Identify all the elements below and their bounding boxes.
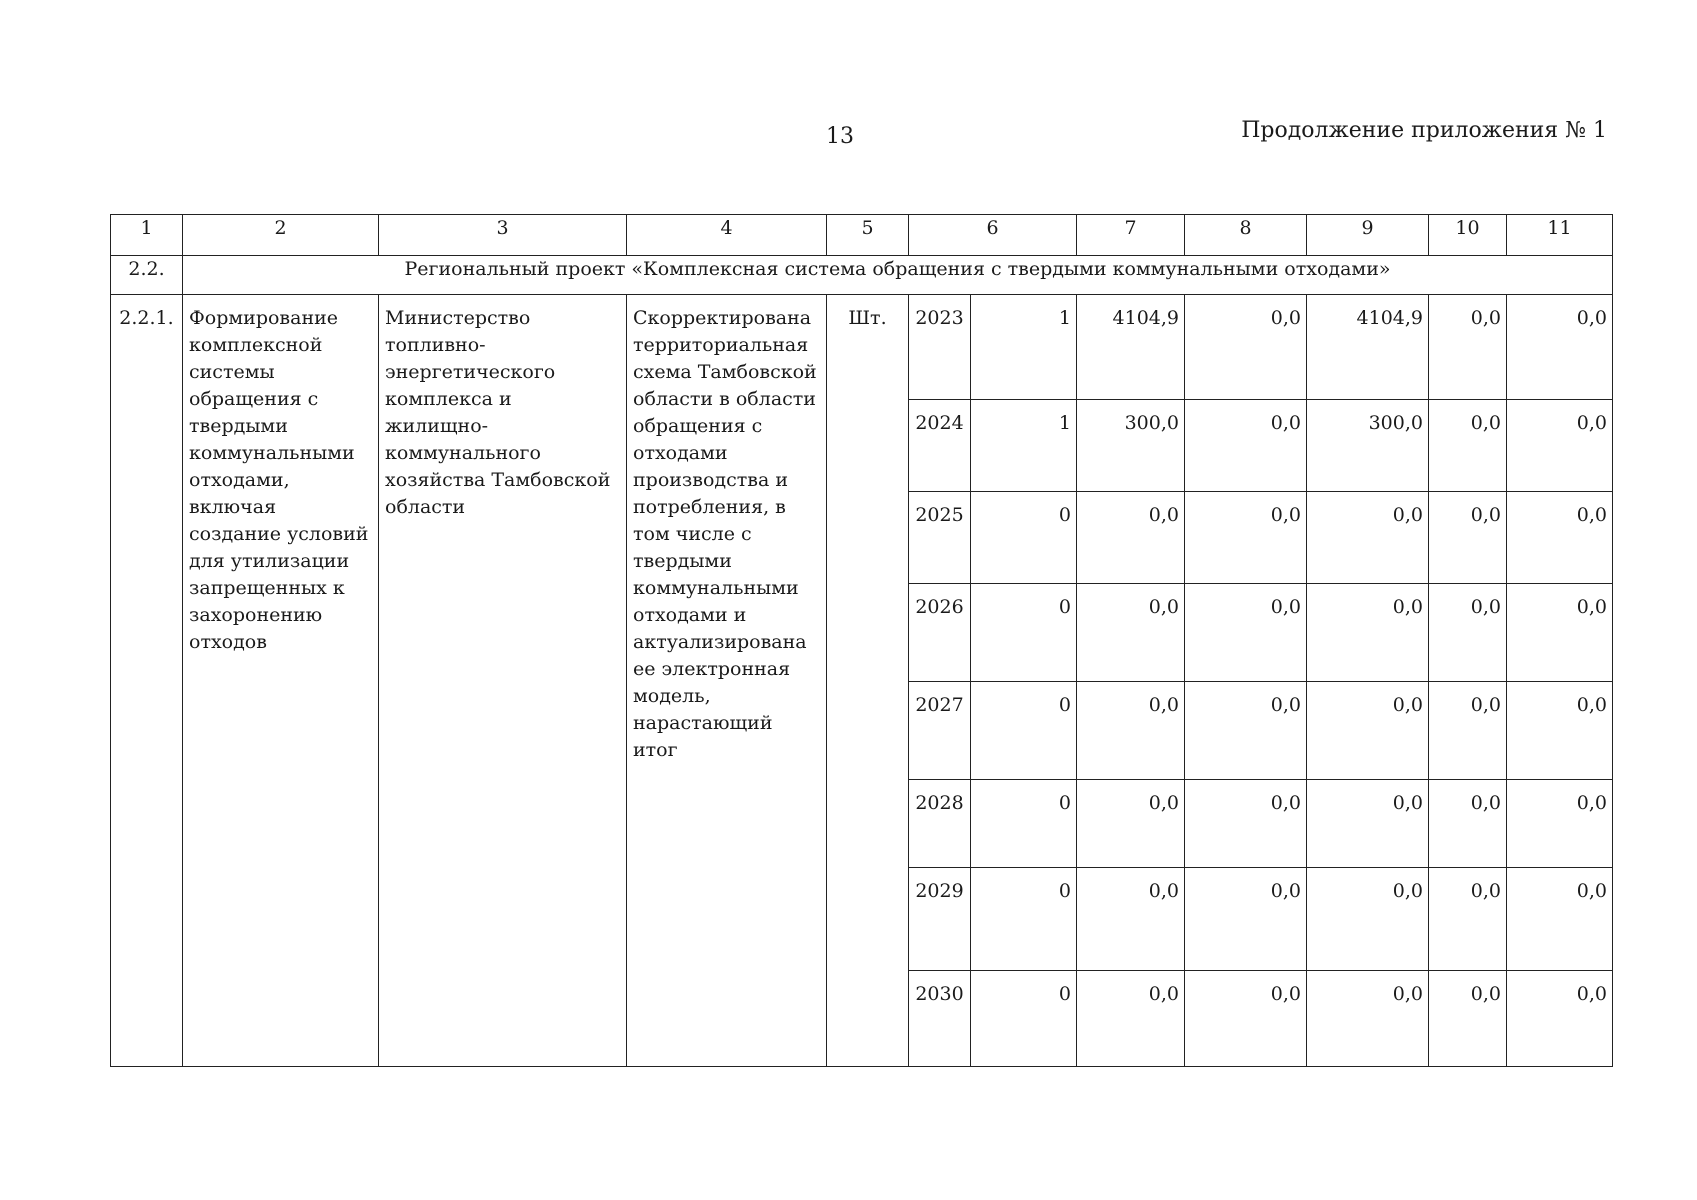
item-result: Скорректирована территориальная схема Тамбовской области в области обращения с отходами производства и потребления, в том числе с твердыми коммунальными отходами и актуализирована ее электронная модель, нарастающий итог (627, 295, 827, 1067)
year-cell: 2028 (909, 780, 971, 868)
value-cell-8: 0,0 (1185, 584, 1307, 682)
item-number: 2.2.1. (111, 295, 183, 1067)
value-cell-8: 0,0 (1185, 492, 1307, 584)
value-cell-8: 0,0 (1185, 971, 1307, 1067)
column-number: 9 (1307, 215, 1429, 256)
count-cell: 0 (971, 780, 1077, 868)
appendix-continuation-note: Продолжение приложения № 1 (1241, 118, 1607, 143)
value-cell-10: 0,0 (1429, 295, 1507, 400)
count-cell: 0 (971, 584, 1077, 682)
value-cell-11: 0,0 (1507, 780, 1613, 868)
value-cell-7: 0,0 (1077, 780, 1185, 868)
value-cell-10: 0,0 (1429, 780, 1507, 868)
value-cell-7: 300,0 (1077, 400, 1185, 492)
column-number: 7 (1077, 215, 1185, 256)
value-cell-9: 4104,9 (1307, 295, 1429, 400)
value-cell-11: 0,0 (1507, 400, 1613, 492)
count-cell: 0 (971, 492, 1077, 584)
value-cell-9: 300,0 (1307, 400, 1429, 492)
year-cell: 2023 (909, 295, 971, 400)
column-number: 10 (1429, 215, 1507, 256)
table-row (111, 295, 1613, 400)
value-cell-9: 0,0 (1307, 971, 1429, 1067)
value-cell-8: 0,0 (1185, 682, 1307, 780)
column-number: 4 (627, 215, 827, 256)
value-cell-7: 0,0 (1077, 868, 1185, 971)
program-table (110, 214, 1613, 1067)
count-cell: 0 (971, 682, 1077, 780)
column-number: 2 (183, 215, 379, 256)
year-cell: 2026 (909, 584, 971, 682)
page-number: 13 (826, 124, 854, 149)
value-cell-11: 0,0 (1507, 584, 1613, 682)
year-cell: 2029 (909, 868, 971, 971)
value-cell-9: 0,0 (1307, 780, 1429, 868)
item-unit: Шт. (827, 295, 909, 1067)
value-cell-7: 0,0 (1077, 492, 1185, 584)
value-cell-8: 0,0 (1185, 780, 1307, 868)
value-cell-11: 0,0 (1507, 295, 1613, 400)
value-cell-11: 0,0 (1507, 971, 1613, 1067)
section-number: 2.2. (111, 256, 183, 295)
section-title: Региональный проект «Комплексная система обращения с твердыми коммунальными отходами» (183, 256, 1613, 295)
value-cell-9: 0,0 (1307, 492, 1429, 584)
value-cell-9: 0,0 (1307, 584, 1429, 682)
count-cell: 0 (971, 971, 1077, 1067)
column-number: 3 (379, 215, 627, 256)
value-cell-8: 0,0 (1185, 868, 1307, 971)
item-executor: Министерство топливно-энергетического комплекса и жилищно-коммунального хозяйства Тамбовской области (379, 295, 627, 1067)
value-cell-7: 0,0 (1077, 682, 1185, 780)
count-cell: 1 (971, 295, 1077, 400)
section-row (111, 256, 1613, 295)
value-cell-10: 0,0 (1429, 682, 1507, 780)
value-cell-9: 0,0 (1307, 682, 1429, 780)
value-cell-11: 0,0 (1507, 682, 1613, 780)
column-number: 1 (111, 215, 183, 256)
value-cell-10: 0,0 (1429, 584, 1507, 682)
count-cell: 0 (971, 868, 1077, 971)
value-cell-8: 0,0 (1185, 400, 1307, 492)
value-cell-10: 0,0 (1429, 400, 1507, 492)
column-number: 5 (827, 215, 909, 256)
column-number: 11 (1507, 215, 1613, 256)
count-cell: 1 (971, 400, 1077, 492)
value-cell-7: 0,0 (1077, 584, 1185, 682)
value-cell-7: 0,0 (1077, 971, 1185, 1067)
year-cell: 2025 (909, 492, 971, 584)
value-cell-8: 0,0 (1185, 295, 1307, 400)
value-cell-10: 0,0 (1429, 868, 1507, 971)
value-cell-7: 4104,9 (1077, 295, 1185, 400)
item-name: Формирование комплексной системы обращения с твердыми коммунальными отходами, включая создание условий для утилизации запрещенных к захоронению отходов (183, 295, 379, 1067)
value-cell-10: 0,0 (1429, 971, 1507, 1067)
year-cell: 2024 (909, 400, 971, 492)
value-cell-10: 0,0 (1429, 492, 1507, 584)
year-cell: 2027 (909, 682, 971, 780)
year-cell: 2030 (909, 971, 971, 1067)
value-cell-11: 0,0 (1507, 868, 1613, 971)
column-number: 6 (909, 215, 1077, 256)
column-number-row (111, 215, 1613, 256)
value-cell-9: 0,0 (1307, 868, 1429, 971)
column-number: 8 (1185, 215, 1307, 256)
value-cell-11: 0,0 (1507, 492, 1613, 584)
